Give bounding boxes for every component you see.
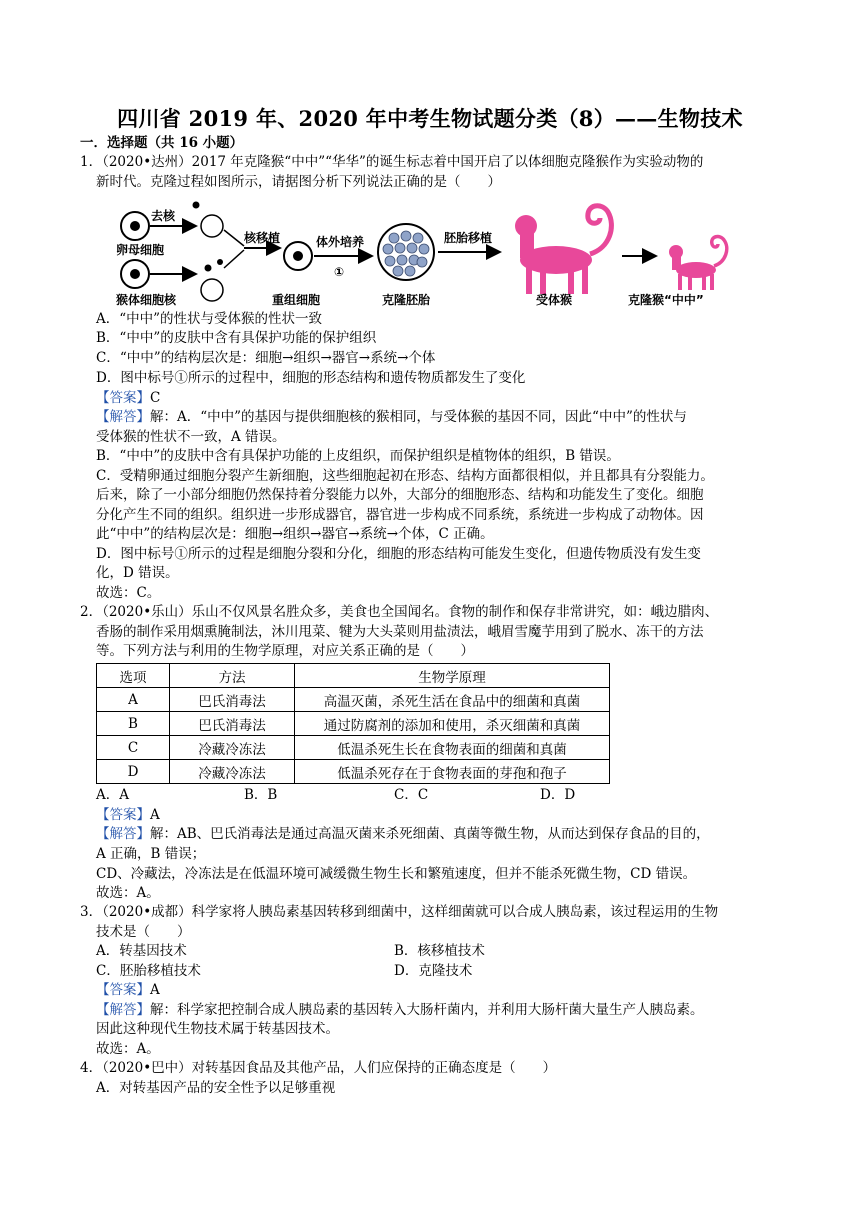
q1-stem-line-1: 1．（2020•达州）2017 年克隆猴“中中”“华华”的诞生标志着中国开启了以体细胞克隆猴作为实验动物的 — [80, 154, 704, 170]
table-cell: 通过防腐剂的添加和使用，杀灭细菌和真菌 — [295, 712, 610, 736]
label-surrogate: 受体猴 — [536, 293, 573, 307]
label-embryo-transfer: 胚胎移植 — [444, 231, 493, 245]
q2-answer: 【答案】A — [96, 807, 160, 823]
label-remove-nucleus: 去核 — [151, 209, 176, 223]
q2-explain-line-2: A 正确，B 错误； — [96, 846, 206, 862]
explain-tag: 【解答】 — [96, 409, 150, 425]
label-marker-1: ① — [334, 265, 345, 279]
q1-explain-line-8: D．图中标号①所示的过程是细胞分裂和分化，细胞的形态结构可能发生变化，但遗传物质没有发生变 — [96, 546, 701, 562]
table-cell: 高温灭菌，杀死生活在食品中的细菌和真菌 — [295, 688, 610, 712]
table-cell: 冷藏冷冻法 — [170, 736, 295, 760]
q2-table — [96, 663, 610, 784]
q4-stem-line-1: 4．（2020•巴中）对转基因食品及其他产品，人们应保持的正确态度是（ ） — [80, 1060, 557, 1076]
table-header: 选项 — [97, 664, 170, 688]
q2-option-a: A．A — [96, 787, 129, 803]
answer-tag: 【答案】 — [96, 807, 150, 823]
q1-option-c: C．“中中”的结构层次是：细胞→组织→器官→系统→个体 — [96, 350, 436, 366]
table-cell: 巴氏消毒法 — [170, 688, 295, 712]
table-row — [97, 712, 610, 736]
q3-answer: 【答案】A — [96, 982, 160, 998]
table-row — [97, 736, 610, 760]
q2-stem-line-3: 等。下列方法与利用的生物学原理，对应关系正确的是（ ） — [96, 643, 474, 659]
explain-tag: 【解答】 — [96, 826, 150, 842]
q1-explain-line-5: 后来，除了一小部分细胞仍然保持着分裂能力以外，大部分的细胞形态、结构和功能发生了变化。细胞 — [96, 487, 704, 503]
label-culture: 体外培养 — [316, 235, 365, 249]
q1-answer: 【答案】C — [96, 390, 161, 406]
q1-explain-line-4: C．受精卵通过细胞分裂产生新细胞，这些细胞起初在形态、结构方面都很相似，并且都具有分裂能力。 — [96, 468, 714, 484]
q1-explain-line-10: 故选：C。 — [96, 585, 161, 601]
table-cell: 冷藏冷冻法 — [170, 760, 295, 784]
clone-monkey-icon — [669, 237, 727, 290]
q1-explain-line-6: 分化产生不同的组织。组织进一步形成器官，器官进一步构成不同系统，系统进一步构成了动物体。因 — [96, 507, 704, 523]
table-cell: D — [97, 760, 170, 784]
table-cell: B — [97, 712, 170, 736]
somatic-cell-icon — [121, 260, 149, 288]
q3-explain-line-2: 因此这种现代生物技术属于转基因技术。 — [96, 1021, 339, 1037]
q3-explain-line-3: 故选：A。 — [96, 1041, 160, 1057]
q2-explain-line-3: CD、冷藏法，冷冻法是在低温环境可减缓微生物生长和繁殖速度，但并不能杀死微生物，CD 错误。 — [96, 866, 697, 882]
q1-option-a: A．“中中”的性状与受体猴的性状一致 — [96, 311, 323, 327]
answer-tag: 【答案】 — [96, 982, 150, 998]
table-cell: C — [97, 736, 170, 760]
page-title: 四川省 2019 年、2020 年中考生物试题分类（8）——生物技术 — [117, 106, 743, 131]
cloning-diagram — [116, 196, 736, 312]
table-header: 方法 — [170, 664, 295, 688]
q3-option-a: A．转基因技术 — [96, 943, 187, 959]
q2-stem-line-1: 2．（2020•乐山）乐山不仅风景名胜众多，美食也全国闻名。食物的制作和保存非常讲究，如：峨边腊肉、 — [80, 604, 719, 620]
label-embryo: 克隆胚胎 — [382, 293, 431, 307]
table-cell: A — [97, 688, 170, 712]
q3-option-c: C．胚胎移植技术 — [96, 963, 201, 979]
label-nuclear-transfer: 核移植 — [244, 231, 281, 245]
embryo-icon — [378, 224, 434, 280]
label-clone: 克隆猴“中中” — [628, 293, 704, 307]
egg-cell-icon — [121, 212, 149, 240]
table-header: 生物学原理 — [295, 664, 610, 688]
recombined-cell-icon — [284, 242, 312, 270]
table-cell: 低温杀死生长在食物表面的细菌和真菌 — [295, 736, 610, 760]
surrogate-monkey-icon — [515, 206, 611, 294]
label-somatic-nucleus: 猴体细胞核 — [116, 293, 177, 307]
q3-option-d: D．克隆技术 — [394, 963, 473, 979]
q1-explain-line-2: 受体猴的性状不一致，A 错误。 — [96, 429, 286, 445]
table-cell: 巴氏消毒法 — [170, 712, 295, 736]
table-header-row — [97, 664, 610, 688]
q2-option-b: B．B — [244, 787, 278, 803]
q3-stem-line-2: 技术是（ ） — [96, 924, 191, 940]
table-row — [97, 760, 610, 784]
table-cell: 低温杀死存在于食物表面的芽孢和孢子 — [295, 760, 610, 784]
q1-explain-line-3: B．“中中”的皮肤中含有具保护功能的上皮组织，而保护组织是植物体的组织，B 错误。 — [96, 448, 620, 464]
table-row — [97, 688, 610, 712]
q1-explain-line-9: 化，D 错误。 — [96, 565, 179, 581]
q2-option-d: D．D — [540, 787, 576, 803]
label-recombined-cell: 重组细胞 — [272, 293, 321, 307]
q2-explain-line-4: 故选：A。 — [96, 885, 160, 901]
q2-option-c: C．C — [394, 787, 429, 803]
q3-stem-line-1: 3．（2020•成都）科学家将人胰岛素基因转移到细菌中，这样细菌就可以合成人胰岛素，该过程运用的生物 — [80, 904, 719, 920]
explain-tag: 【解答】 — [96, 1002, 150, 1018]
q1-option-b: B．“中中”的皮肤中含有具保护功能的保护组织 — [96, 330, 377, 346]
label-egg-cell: 卵母细胞 — [116, 243, 165, 257]
q3-explain-line-1: 【解答】解：科学家把控制合成人胰岛素的基因转入大肠杆菌内，并利用大肠杆菌大量生产人胰岛素。 — [96, 1002, 704, 1018]
q1-explain-line-7: 此“中中”的结构层次是：细胞→组织→器官→系统→个体，C 正确。 — [96, 526, 494, 542]
q4-option-a: A．对转基因产品的安全性予以足够重视 — [96, 1080, 336, 1096]
removed-nucleus-dot — [193, 202, 200, 209]
section-heading: 一．选择题（共 16 小题） — [80, 135, 244, 151]
q1-explain-line-1: 【解答】解：A．“中中”的基因与提供细胞核的猴相同，与受体猴的基因不同，因此“中中”的性状与 — [96, 409, 687, 425]
enucleated-egg-icon — [201, 215, 223, 237]
q2-explain-line-1: 【解答】解：AB、巴氏消毒法是通过高温灭菌来杀死细菌、真菌等微生物，从而达到保存食品的目的， — [96, 826, 710, 842]
answer-tag: 【答案】 — [96, 390, 150, 406]
q3-option-b: B．核移植技术 — [394, 943, 485, 959]
q1-option-d: D．图中标号①所示的过程中，细胞的形态结构和遗传物质都发生了变化 — [96, 370, 526, 386]
q2-stem-line-2: 香肠的制作采用烟熏腌制法，沐川甩菜、犍为大头菜则用盐渍法，峨眉雪魔芋用到了脱水、冻干的方法 — [96, 624, 704, 640]
q1-stem-line-2: 新时代。克隆过程如图所示，请据图分析下列说法正确的是（ ） — [96, 174, 501, 190]
